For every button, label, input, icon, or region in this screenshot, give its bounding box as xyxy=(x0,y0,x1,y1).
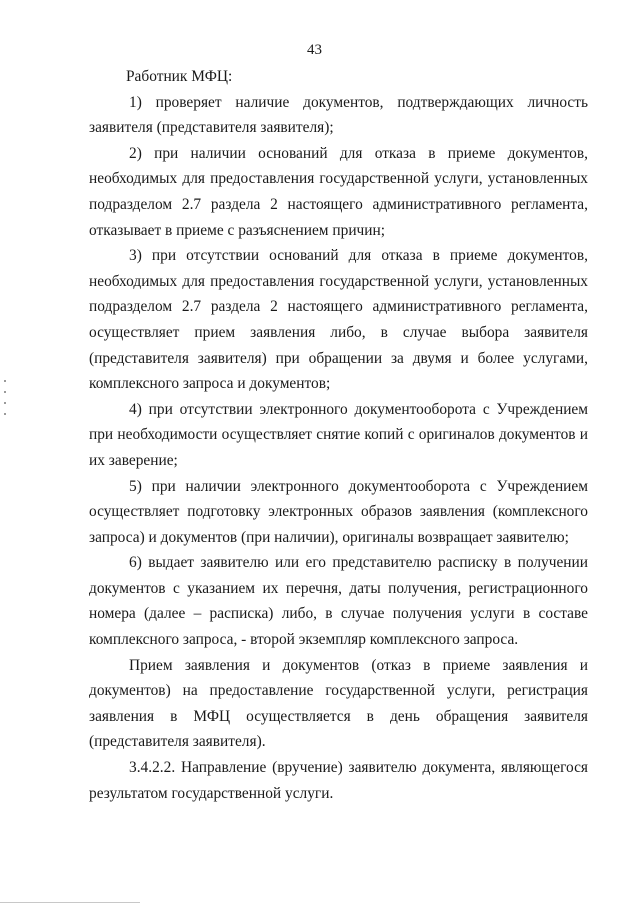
paragraph-item-5: 5) при наличии электронного документооборота с Учреждением осуществляет подготовку электронных образов заявления (комплексного запроса) и документов (при наличии), оригиналы возвращает заявителю; xyxy=(89,477,588,546)
document-body xyxy=(89,64,588,806)
paragraph-section-3-4-2-2: 3.4.2.2. Направление (вручение) заявителю документа, являющегося результатом государственной услуги. xyxy=(89,759,588,802)
paragraph-item-4: 4) при отсутствии электронного документооборота с Учреждением при необходимости осуществляет снятие копий с оригиналов документов и их заверение; xyxy=(89,400,588,469)
paragraph-item-3: 3) при отсутствии оснований для отказа в приеме документов, необходимых для предоставления государственной услуги, установленных подразделом 2.7 раздела 2 настоящего административного регламента, осуществляет прием заявления либо, в случае выбора заявителя (представителя заявителя) при обращении за двумя и более услугами, комплексного запроса и документов; xyxy=(89,247,588,393)
paragraph-item-6: 6) выдает заявителю или его представителю расписку в получении документов с указанием их перечня, даты получения, регистрационного номера (далее – расписка) либо, в случае получения услуги в составе комплексного запроса, - второй экземпляр комплексного запроса. xyxy=(89,554,588,649)
paragraph-heading: Работник МФЦ: xyxy=(126,68,233,85)
scan-margin-marks xyxy=(4,380,10,420)
paragraph-reception: Прием заявления и документов (отказ в приеме заявления и документов) на предоставление государственной услуги, регистрация заявления в МФЦ осуществляется в день обращения заявителя (представителя заявителя). xyxy=(89,656,588,751)
page-number: 43 xyxy=(307,42,322,58)
scan-bottom-rule xyxy=(0,902,140,903)
paragraph-item-2: 2) при наличии оснований для отказа в приеме документов, необходимых для предоставления государственной услуги, установленных подразделом 2.7 раздела 2 настоящего административного регламента, отказывает в приеме с разъяснением причин; xyxy=(89,144,588,239)
paragraph-item-1: 1) проверяет наличие документов, подтверждающих личность заявителя (представителя заявителя); xyxy=(89,93,588,137)
